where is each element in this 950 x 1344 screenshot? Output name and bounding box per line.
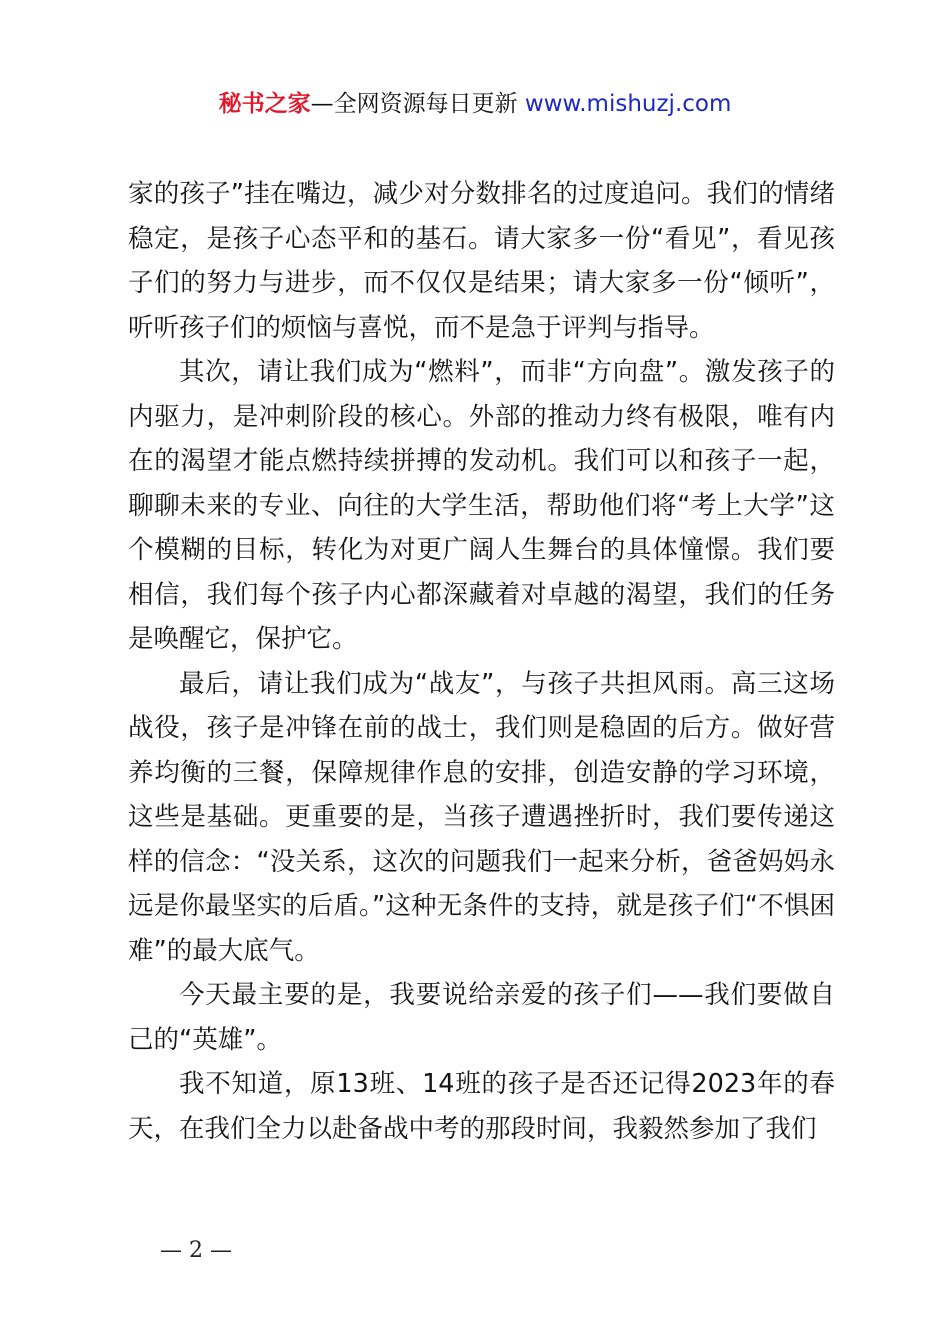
page-header bbox=[0, 84, 950, 124]
paragraph: 其次，请让我们成为“燃料”，而非“方向盘”。激发孩子的内驱力，是冲刺阶段的核心。外部的推动力终有极限，唯有内在的渴望才能点燃持续拼搏的发动机。我们可以和孩子一起，聊聊未来的专业、向往的大学生活，帮助他们将“考上大学”这个模糊的目标，转化为对更广阔人生舞台的具体憧憬。我们要相信，我们每个孩子内心都深藏着对卓越的渴望，我们的任务是唤醒它，保护它。 bbox=[128, 357, 835, 654]
paragraph: 我不知道，原13班、14班的孩子是否还记得2023年的春天，在我们全力以赴备战中考的那段时间，我毅然参加了我们 bbox=[128, 1069, 835, 1144]
paragraph-continued: 家的孩子”挂在嘴边，减少对分数排名的过度追问。我们的情绪稳定，是孩子心态平和的基石。请大家多一份“看见”，看见孩子们的努力与进步，而不仅仅是结果；请大家多一份“倾听”，听听孩子们的烦恼与喜悦，而不是急于评判与指导。 bbox=[128, 179, 835, 343]
document-body bbox=[128, 172, 835, 1151]
header-brand: 秘书之家 bbox=[218, 91, 311, 117]
paragraph: 今天最主要的是，我要说给亲爱的孩子们——我们要做自己的“英雄”。 bbox=[128, 980, 835, 1055]
page-number: — 2 — bbox=[160, 1238, 232, 1263]
header-tagline: —全网资源每日更新 bbox=[310, 91, 525, 117]
paragraph: 最后，请让我们成为“战友”，与孩子共担风雨。高三这场战役，孩子是冲锋在前的战士，我们则是稳固的后方。做好营养均衡的三餐，保障规律作息的安排，创造安静的学习环境，这些是基础。更重要的是，当孩子遭遇挫折时，我们要传递这样的信念：“没关系，这次的问题我们一起来分析，爸爸妈妈永远是你最坚实的后盾。”这种无条件的支持，就是孩子们“不惧困难”的最大底气。 bbox=[128, 668, 835, 966]
header-url-link[interactable]: www.mishuzj.com bbox=[524, 91, 732, 117]
